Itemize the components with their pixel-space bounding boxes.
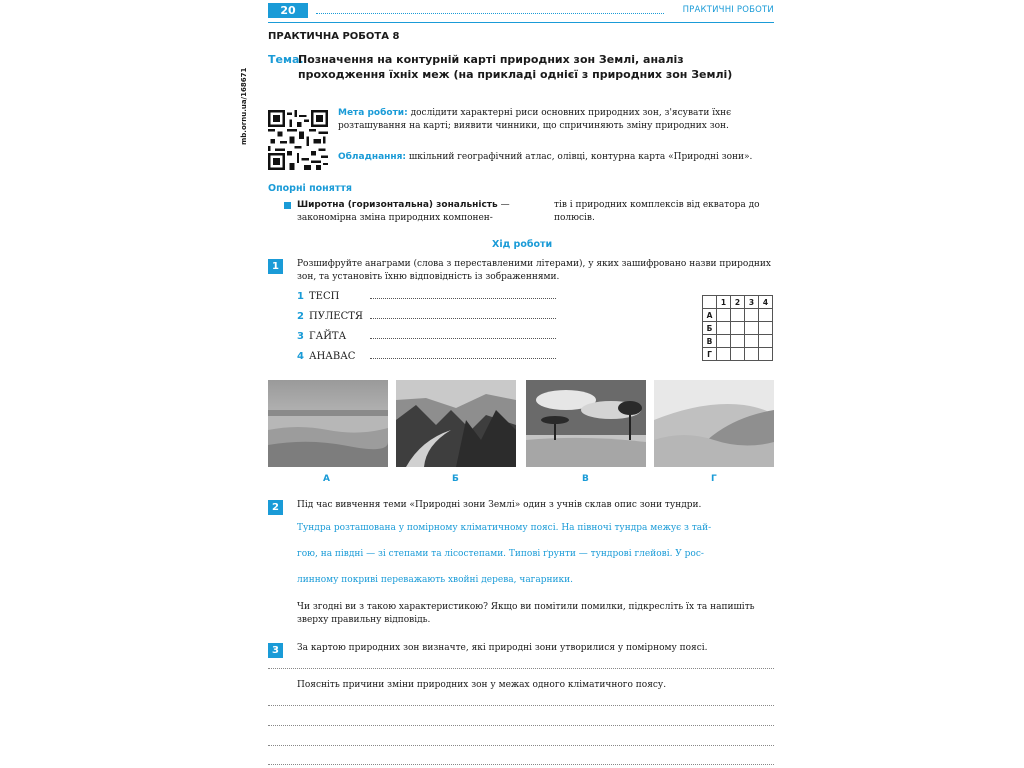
grid-cell[interactable] [745,322,759,335]
anagram-word: ПУЛЕСТЯ [309,311,363,322]
answer-line-3[interactable] [370,338,556,339]
grid-col-header: 3 [745,296,759,309]
answer-line[interactable] [268,764,774,765]
grid-cell[interactable] [759,309,773,322]
grid-cell[interactable] [717,348,731,361]
grid-cell[interactable] [745,348,759,361]
grid-corner [703,296,717,309]
grid-cell[interactable] [759,348,773,361]
grid-row-header: Б [703,322,717,335]
topic-text: Позначення на контурній карті природних зон Землі, аналіз проходження їхніх меж (на прикладі однієї з природних зон Землі) [298,53,733,81]
section-title: ПРАКТИЧНІ РОБОТИ [682,5,774,15]
grid-cell[interactable] [745,335,759,348]
concept-definition-end: тів і природних комплексів від екватора до полюсів. [554,200,760,223]
qr-caption: mb.ornu.ua/168671 [240,67,248,145]
topic-label: Тема. [268,53,304,66]
grid-cell[interactable] [731,335,745,348]
equipment-paragraph [338,151,774,164]
grid-col-header: 2 [731,296,745,309]
photo-label-b: Б [452,474,459,484]
grid-cell[interactable] [731,348,745,361]
goal-text: дослідити характерні риси основних природних зон, з'ясувати їхнє розташування на карті; виявити чинники, що спричиняють зміну природних зон. [338,108,732,131]
goal-paragraph [338,107,774,133]
task-2-number: 2 [268,500,283,515]
grid-cell[interactable] [731,309,745,322]
taiga-photo [396,380,516,467]
header-dotted-rule [316,13,664,14]
anagram-word: ГАЙТА [309,331,347,342]
anagram-number: 1 [297,291,304,302]
anagram-4 [297,351,355,362]
task-2-intro: Під час вивчення теми «Природні зони Землі» один з учнів склав опис зони тундри. [297,500,702,510]
answer-line-2[interactable] [370,318,556,319]
header-divider [268,22,774,23]
answer-line[interactable] [268,725,774,726]
task-2-question: Чи згодні ви з такою характеристикою? Якщо ви помітили помилки, підкресліть їх та напишіть зверху правильну відповідь. [297,602,755,625]
equipment-text: шкільний географічний атлас, олівці, контурна карта «Природні зони». [408,152,753,162]
concept-definition-start: — закономірна зміна природних компонен- [297,200,510,223]
photo-label-a: А [323,474,330,484]
topic-block [268,52,774,81]
work-title: ПРАКТИЧНА РОБОТА 8 [268,31,400,42]
anagram-number: 3 [297,331,304,342]
bullet-square-icon [284,202,291,209]
qr-code-icon[interactable] [268,108,328,172]
page-header [268,3,774,19]
answer-line[interactable] [268,668,774,669]
anagram-word: ТЕСП [309,291,340,302]
grid-row-header: В [703,335,717,348]
grid-cell[interactable] [717,309,731,322]
tundra-description-line-2[interactable]: гою, на півдні — зі степами та лісостепами. Типові ґрунти — тундрові глейові. У рос- [297,549,704,559]
grid-cell[interactable] [717,335,731,348]
concept-left-column [297,199,515,225]
task-3-text-2: Поясніть причини зміни природних зон у межах одного кліматичного поясу. [297,680,667,690]
anagram-number: 2 [297,311,304,322]
grid-col-header: 4 [759,296,773,309]
concept-term: Широтна (горизонтальна) зональність [297,200,498,210]
grid-cell[interactable] [759,322,773,335]
task-3-number: 3 [268,643,283,658]
page-number: 20 [268,3,308,18]
task-1-text: Розшифруйте анаграми (слова з переставленими літерами), у яких зашифровано назви природних зон, та установіть їхню відповідність із зображеннями. [297,259,771,282]
anagram-word: АНАВАС [309,351,356,362]
grid-cell[interactable] [745,309,759,322]
answer-line[interactable] [268,705,774,706]
anagram-number: 4 [297,351,304,362]
answer-line[interactable] [268,745,774,746]
workbook-page [240,0,778,768]
photo-label-v: В [582,474,589,484]
answer-line-1[interactable] [370,298,556,299]
grid-col-header: 1 [717,296,731,309]
anagram-2 [297,311,363,322]
grid-cell[interactable] [731,322,745,335]
procedure-title: Хід роботи [492,239,553,250]
savanna-photo [526,380,646,467]
desert-photo [654,380,774,467]
grid-row-header: А [703,309,717,322]
answer-grid [702,295,773,361]
task-1-number: 1 [268,259,283,274]
grid-cell[interactable] [717,322,731,335]
task-3-text: За картою природних зон визначте, які природні зони утворилися у помірному поясі. [297,643,708,653]
steppe-photo [268,380,388,467]
tundra-description-line-3[interactable]: линному покриві переважають хвойні дерева, чагарники. [297,575,574,585]
key-concepts-title: Опорні поняття [268,183,352,194]
grid-row-header: Г [703,348,717,361]
anagram-1 [297,291,339,302]
tundra-description-line-1[interactable]: Тундра розташована у помірному кліматичному поясі. На півночі тундра межує з тай- [297,523,712,533]
answer-line-4[interactable] [370,358,556,359]
photo-label-g: Г [711,474,717,484]
grid-cell[interactable] [759,335,773,348]
goal-label: Мета роботи: [338,108,408,118]
anagram-3 [297,331,346,342]
equipment-label: Обладнання: [338,152,406,162]
